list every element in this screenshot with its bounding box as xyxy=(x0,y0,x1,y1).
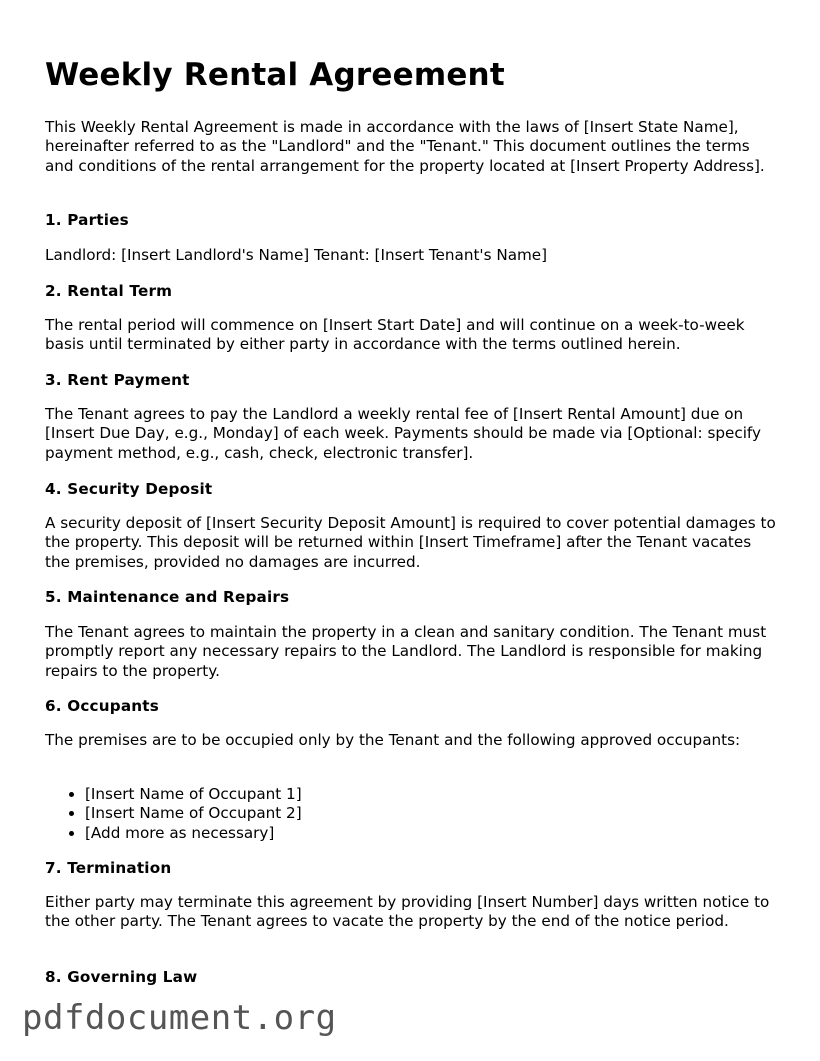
document-title: Weekly Rental Agreement xyxy=(45,57,505,93)
section-text-parties: Landlord: [Insert Landlord's Name] Tenant: [Insert Tenant's Name] xyxy=(45,246,548,264)
section-heading-parties: 1. Parties xyxy=(45,211,129,229)
section-text-termination: Either party may terminate this agreement by providing [Insert Number] days written notice to the other party. The Tenant agrees to vacate the property by the end of the notice period. xyxy=(45,893,770,931)
watermark: pdfdocument.org xyxy=(22,998,337,1038)
section-heading-governing-law: 8. Governing Law xyxy=(45,968,198,986)
section-text-maintenance: The Tenant agrees to maintain the property in a clean and sanitary condition. The Tenant must promptly report any necessary repairs to the Landlord. The Landlord is responsible for making repairs to the property. xyxy=(45,623,767,680)
list-item: • [Insert Name of Occupant 2] xyxy=(85,804,302,823)
section-heading-occupants: 6. Occupants xyxy=(45,697,159,715)
section-heading-security-deposit: 4. Security Deposit xyxy=(45,480,213,498)
section-heading-rental-term: 2. Rental Term xyxy=(45,282,173,300)
section-heading-rent-payment: 3. Rent Payment xyxy=(45,371,190,389)
list-item: • [Insert Name of Occupant 1] xyxy=(85,785,302,804)
section-text-rental-term: The rental period will commence on [Insert Start Date] and will continue on a week-to-week basis until terminated by either party in accordance with the terms outlined herein. xyxy=(45,316,745,354)
section-heading-maintenance: 5. Maintenance and Repairs xyxy=(45,588,290,606)
section-text-occupants: The premises are to be occupied only by the Tenant and the following approved occupants: xyxy=(45,731,741,749)
occupants-list xyxy=(45,785,302,843)
section-text-security-deposit: A security deposit of [Insert Security Deposit Amount] is required to cover potential damages to the property. This deposit will be returned within [Insert Timeframe] after the Tenant vacates the premises, provided no damages are incurred. xyxy=(45,514,776,571)
section-text-rent-payment: The Tenant agrees to pay the Landlord a weekly rental fee of [Insert Rental Amount] due on [Insert Due Day, e.g., Monday] of each week. Payments should be made via [Optional: specify payment method, e.g., cash, check, electronic transfer]. xyxy=(45,405,761,462)
list-item: • [Add more as necessary] xyxy=(85,824,302,843)
intro-paragraph: This Weekly Rental Agreement is made in accordance with the laws of [Insert State Name], hereinafter referred to as the "Landlord" and the "Tenant." This document outlines the terms and conditions of the rental arrangement for the property located at [Insert Property Address]. xyxy=(45,118,765,175)
section-heading-termination: 7. Termination xyxy=(45,859,172,877)
